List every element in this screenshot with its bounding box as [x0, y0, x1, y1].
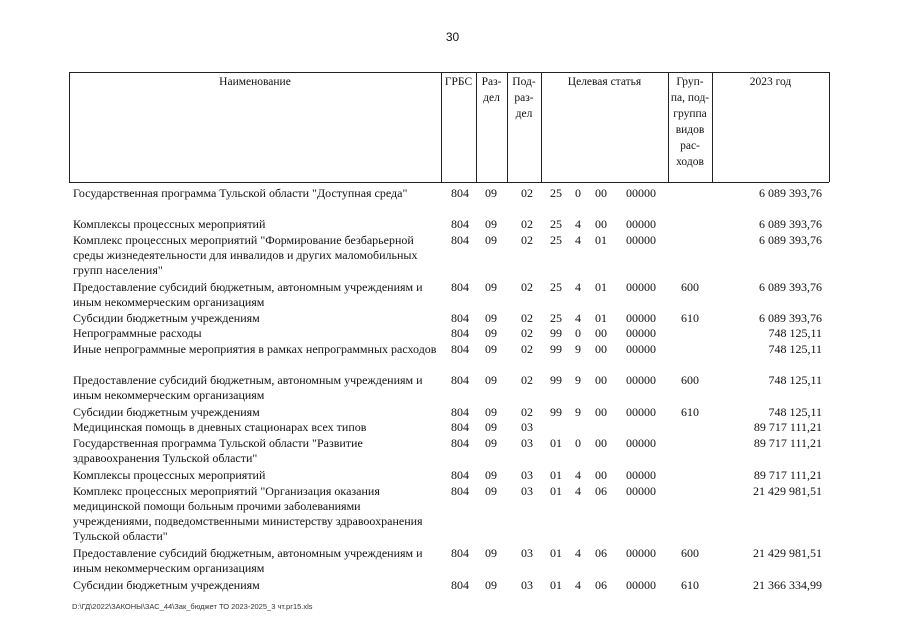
row-razdel: 09: [485, 233, 497, 247]
row-target-type: 0: [575, 326, 581, 340]
row-amount: 6 089 393,76: [759, 217, 822, 231]
row-razdel: 09: [485, 578, 497, 592]
header-podrazdel-line: Под-: [512, 76, 536, 88]
row-podrazdel: 02: [521, 326, 533, 340]
row-name: Государственная программа Тульской области "Развитие здравоохранения Тульской области": [73, 436, 363, 465]
row-razdel: 09: [485, 326, 497, 340]
row-amount: 748 125,11: [768, 342, 822, 356]
row-target-type: 4: [575, 468, 581, 482]
row-grbs: 804: [451, 311, 469, 325]
row-target-type: 0: [575, 436, 581, 450]
header-target: Целевая статья: [567, 76, 642, 88]
row-target-subprogram: 00: [595, 342, 607, 356]
row-podrazdel: 03: [521, 436, 533, 450]
row-amount: 748 125,11: [768, 373, 822, 387]
header-group-line: па, под-: [670, 92, 710, 104]
row-podrazdel: 03: [521, 546, 533, 560]
row-target-program: 25: [550, 217, 562, 231]
row-target-direction: 00000: [626, 373, 656, 387]
row-razdel: 09: [485, 546, 497, 560]
row-target-subprogram: 06: [595, 484, 607, 498]
row-target-program: 99: [550, 342, 562, 356]
file-path-footer: D:\ГД\2022\ЗАКОНЫ\ЗАС_44\Зак_бюджет ТО 2023-2025_3 чт.рг15.xls: [72, 602, 313, 611]
row-target-program: 01: [550, 468, 562, 482]
row-target-direction: 00000: [626, 280, 656, 294]
row-target-type: 4: [575, 484, 581, 498]
row-target-type: 4: [575, 217, 581, 231]
row-target-subprogram: 00: [595, 373, 607, 387]
row-razdel: 09: [485, 420, 497, 434]
row-target-direction: 00000: [626, 311, 656, 325]
row-amount: 89 717 111,21: [753, 468, 822, 482]
row-name: Субсидии бюджетным учреждениям: [73, 578, 260, 592]
row-amount: 748 125,11: [768, 405, 822, 419]
header-grbs: ГРБС: [444, 76, 473, 88]
row-target-type: 4: [575, 233, 581, 247]
row-target-subprogram: 01: [595, 311, 607, 325]
header-top-border: [69, 72, 829, 73]
row-name: Субсидии бюджетным учреждениям: [73, 405, 260, 419]
row-target-program: 99: [550, 326, 562, 340]
row-target-program: 25: [550, 311, 562, 325]
row-name: Предоставление субсидий бюджетным, автономным учреждениям и иным некоммерческим организациям: [73, 280, 423, 309]
row-amount: 6 089 393,76: [759, 186, 822, 200]
row-amount: 748 125,11: [768, 326, 822, 340]
row-target-subprogram: 01: [595, 280, 607, 294]
row-target-subprogram: 00: [595, 186, 607, 200]
row-target-type: 9: [575, 373, 581, 387]
row-name: Комплекс процессных мероприятий "Организация оказания медицинской помощи больным прочими заболеваниями учреждениями, подведомственными министерству здравоохранения Тульской области": [73, 484, 423, 543]
row-target-program: 01: [550, 484, 562, 498]
row-group: 610: [681, 311, 699, 325]
row-target-subprogram: 06: [595, 578, 607, 592]
row-group: 600: [681, 373, 699, 387]
header-razdel-line: Раз-: [481, 76, 502, 88]
row-amount: 21 429 981,51: [753, 546, 822, 560]
row-target-program: 25: [550, 186, 562, 200]
row-grbs: 804: [451, 233, 469, 247]
row-name: Комплексы процессных мероприятий: [73, 468, 266, 482]
row-razdel: 09: [485, 280, 497, 294]
row-grbs: 804: [451, 405, 469, 419]
row-razdel: 09: [485, 373, 497, 387]
row-target-type: 4: [575, 546, 581, 560]
row-target-direction: 00000: [626, 405, 656, 419]
row-amount: 6 089 393,76: [759, 233, 822, 247]
header-podrazdel-line: раз-: [514, 92, 534, 104]
header-podrazdel-line: дел: [515, 108, 533, 120]
row-name: Комплексы процессных мероприятий: [73, 217, 266, 231]
row-target-direction: 00000: [626, 546, 656, 560]
row-target-direction: 00000: [626, 484, 656, 498]
row-target-type: 4: [575, 280, 581, 294]
row-target-direction: 00000: [626, 436, 656, 450]
row-grbs: 804: [451, 436, 469, 450]
row-name: Непрограммные расходы: [73, 326, 202, 340]
row-amount: 6 089 393,76: [759, 280, 822, 294]
row-grbs: 804: [451, 373, 469, 387]
page-number: 30: [445, 30, 460, 44]
header-group-line: Груп-: [676, 76, 704, 88]
header-group-line: группа: [673, 108, 707, 120]
row-podrazdel: 03: [521, 420, 533, 434]
row-podrazdel: 02: [521, 342, 533, 356]
header-group-line: ходов: [676, 156, 704, 168]
header-year: 2023 год: [749, 76, 792, 88]
row-target-subprogram: 01: [595, 233, 607, 247]
row-name: Государственная программа Тульской области "Доступная среда": [73, 186, 408, 200]
row-target-direction: 00000: [626, 217, 656, 231]
row-podrazdel: 02: [521, 311, 533, 325]
row-target-type: 4: [575, 311, 581, 325]
row-podrazdel: 02: [521, 186, 533, 200]
row-podrazdel: 02: [521, 405, 533, 419]
row-target-subprogram: 00: [595, 436, 607, 450]
header-group: [668, 74, 712, 170]
row-target-subprogram: 00: [595, 217, 607, 231]
header-name: Наименование: [219, 76, 291, 88]
row-grbs: 804: [451, 186, 469, 200]
row-target-program: 01: [550, 546, 562, 560]
row-razdel: 09: [485, 217, 497, 231]
row-target-program: 01: [550, 578, 562, 592]
row-grbs: 804: [451, 546, 469, 560]
row-podrazdel: 02: [521, 373, 533, 387]
row-target-direction: 00000: [626, 326, 656, 340]
row-amount: 21 429 981,51: [753, 484, 822, 498]
row-razdel: 09: [485, 436, 497, 450]
col-divider: [829, 72, 830, 182]
row-name: Предоставление субсидий бюджетным, автономным учреждениям и иным некоммерческим организациям: [73, 546, 423, 575]
row-razdel: 09: [485, 484, 497, 498]
row-name: Комплекс процессных мероприятий "Формирование безбарьерной среды жизнедеятельности для инвалидов и других маломобильных групп населения": [73, 233, 418, 277]
row-podrazdel: 03: [521, 484, 533, 498]
row-razdel: 09: [485, 342, 497, 356]
row-target-type: 9: [575, 342, 581, 356]
row-target-subprogram: 00: [595, 326, 607, 340]
row-group: 600: [681, 546, 699, 560]
row-target-direction: 00000: [626, 342, 656, 356]
row-target-subprogram: 00: [595, 468, 607, 482]
row-target-program: 99: [550, 373, 562, 387]
header-group-line: рас-: [680, 140, 700, 152]
row-amount: 89 717 111,21: [753, 420, 822, 434]
header-group-line: видов: [675, 124, 705, 136]
row-grbs: 804: [451, 280, 469, 294]
row-grbs: 804: [451, 217, 469, 231]
row-target-program: 99: [550, 405, 562, 419]
row-name: Субсидии бюджетным учреждениям: [73, 311, 260, 325]
row-grbs: 804: [451, 468, 469, 482]
row-group: 600: [681, 280, 699, 294]
row-podrazdel: 03: [521, 468, 533, 482]
row-target-type: 0: [575, 186, 581, 200]
row-razdel: 09: [485, 468, 497, 482]
row-grbs: 804: [451, 578, 469, 592]
header-podrazdel: [507, 74, 541, 122]
row-target-subprogram: 00: [595, 405, 607, 419]
row-target-program: 01: [550, 436, 562, 450]
row-group: 610: [681, 405, 699, 419]
row-podrazdel: 02: [521, 280, 533, 294]
row-razdel: 09: [485, 311, 497, 325]
row-target-subprogram: 06: [595, 546, 607, 560]
row-target-program: 25: [550, 280, 562, 294]
row-grbs: 804: [451, 326, 469, 340]
header-razdel-line: дел: [483, 92, 500, 104]
row-amount: 89 717 111,21: [753, 436, 822, 450]
row-target-type: 9: [575, 405, 581, 419]
header-bottom-border: [69, 182, 829, 183]
row-amount: 6 089 393,76: [759, 311, 822, 325]
row-name: Иные непрограммные мероприятия в рамках непрограммных расходов: [73, 342, 437, 356]
row-razdel: 09: [485, 405, 497, 419]
row-target-direction: 00000: [626, 233, 656, 247]
row-podrazdel: 02: [521, 233, 533, 247]
header-razdel: [476, 74, 507, 106]
row-grbs: 804: [451, 484, 469, 498]
row-grbs: 804: [451, 420, 469, 434]
row-grbs: 804: [451, 342, 469, 356]
row-name: Предоставление субсидий бюджетным, автономным учреждениям и иным некоммерческим организациям: [73, 373, 423, 402]
row-group: 610: [681, 578, 699, 592]
row-podrazdel: 03: [521, 578, 533, 592]
row-target-program: 25: [550, 233, 562, 247]
row-target-type: 4: [575, 578, 581, 592]
row-name: Медицинская помощь в дневных стационарах всех типов: [73, 420, 367, 434]
row-podrazdel: 02: [521, 217, 533, 231]
row-amount: 21 366 334,99: [753, 578, 822, 592]
row-target-direction: 00000: [626, 468, 656, 482]
row-target-direction: 00000: [626, 578, 656, 592]
row-target-direction: 00000: [626, 186, 656, 200]
row-razdel: 09: [485, 186, 497, 200]
